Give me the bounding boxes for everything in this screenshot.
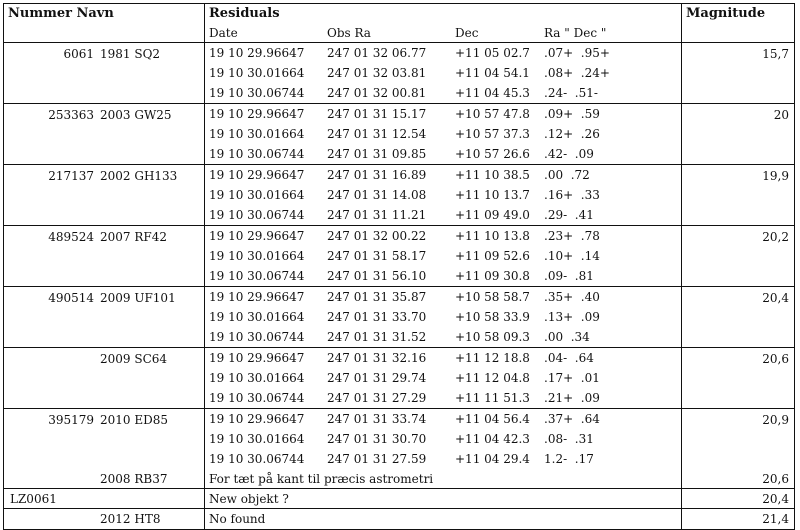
object-name-cell [4,104,205,164]
extra-object-number [10,472,100,488]
object-magnitude: 20,9 [762,413,789,427]
observation-row [205,348,681,368]
extra-object-row [4,489,794,509]
observation-row [205,449,681,469]
obs-ra: 247 01 31 56.10 [327,269,427,283]
observation-row [205,307,681,327]
obs-ra: 247 01 31 27.29 [327,391,427,405]
obs-residual: .24- .51- [544,86,598,100]
obs-dec: +11 09 52.6 [455,249,530,263]
obs-residual: .29- .41 [544,208,594,222]
date-column-label: Date [209,26,238,40]
obs-date: 19 10 30.01664 [209,310,305,324]
obs-date: 19 10 30.01664 [209,371,305,385]
extra-object-number [10,512,100,529]
object-residuals-cell [205,165,682,225]
extra-object-row [4,469,794,489]
observation-row [205,429,681,449]
object-row [4,165,794,226]
object-residuals-cell [205,226,682,286]
observation-row [205,63,681,83]
obs-dec: +10 58 09.3 [455,330,530,344]
residuals-header [205,4,682,42]
obs-date: 19 10 30.01664 [209,432,305,446]
obs-dec: +11 10 13.8 [455,229,530,243]
obs-date: 19 10 30.01664 [209,66,305,80]
object-name-cell [4,43,205,103]
obs-residual: .37+ .64 [544,412,600,426]
observation-row [205,388,681,408]
object-name-cell [4,409,205,469]
obs-date: 19 10 30.06744 [209,86,305,100]
obs-ra: 247 01 31 12.54 [327,127,427,141]
obs-dec: +11 04 56.4 [455,412,530,426]
object-number: 489524 [48,230,94,244]
obs-residual: .00 .72 [544,168,590,182]
observation-row [205,266,681,286]
obs-ra: 247 01 31 33.70 [327,310,427,324]
obs-ra: 247 01 31 31.52 [327,330,427,344]
obs-ra: 247 01 31 09.85 [327,147,427,161]
obs-dec: +11 12 04.8 [455,371,530,385]
observation-row [205,368,681,388]
obs-dec: +11 04 42.3 [455,432,530,446]
obs-dec: +11 11 51.3 [455,391,530,405]
obs-residual: .09- .81 [544,269,594,283]
object-number: 253363 [48,108,94,122]
observation-row [205,246,681,266]
obs-date: 19 10 30.01664 [209,127,305,141]
obs-date: 19 10 29.96647 [209,229,305,243]
obs-dec: +11 12 18.8 [455,351,530,365]
obs-residual: .10+ .14 [544,249,600,263]
extras-container [4,469,794,529]
obs-ra: 247 01 31 14.08 [327,188,427,202]
obs-residual: .42- .09 [544,147,594,161]
residuals-subheader [209,26,677,40]
obs-date: 19 10 30.06744 [209,147,305,161]
object-magnitude: 20,4 [762,291,789,305]
object-designation: 1981 SQ2 [100,47,161,61]
nummer-navn-title: Nummer Navn [8,6,114,21]
residual-column-label: Ra " Dec " [544,26,607,40]
obs-date: 19 10 30.06744 [209,391,305,405]
object-row [4,409,794,469]
extra-residual-text: New objekt ? [205,489,682,508]
object-designation: 2002 GH133 [100,169,178,183]
obs-date: 19 10 29.96647 [209,168,305,182]
obs-dec: +11 05 02.7 [455,46,530,60]
observation-row [205,104,681,124]
object-magnitude: 20 [773,108,789,122]
obs-ra: 247 01 31 11.21 [327,208,427,222]
magnitude-header [682,4,794,42]
obs-date: 19 10 30.01664 [209,249,305,263]
extra-object-row [4,509,794,529]
object-magnitude: 20,2 [762,230,789,244]
obs-ra: 247 01 31 27.59 [327,452,427,466]
obs-dec: +11 09 49.0 [455,208,530,222]
object-row [4,104,794,165]
obs-residual: .16+ .33 [544,188,600,202]
extra-object-designation [10,507,100,508]
object-row [4,287,794,348]
obs-ra: 247 01 32 00.22 [327,229,427,243]
nummer-navn-header [4,4,205,42]
obs-ra-column-label: Obs Ra [327,26,371,40]
extra-residual-text: For tæt på kant til præcis astrometri [205,469,682,488]
obs-dec: +10 57 26.6 [455,147,530,161]
obs-dec: +11 04 29.4 [455,452,530,466]
object-row [4,43,794,104]
observation-row [205,287,681,307]
object-designation: 2003 GW25 [100,108,172,122]
obs-residual: .00 .34 [544,330,590,344]
obs-dec: +10 58 58.7 [455,290,530,304]
obs-ra: 247 01 31 32.16 [327,351,427,365]
object-row [4,348,794,409]
object-residuals-cell [205,348,682,408]
object-number: 217137 [48,169,94,183]
obs-residual: .17+ .01 [544,371,600,385]
obs-residual: .35+ .40 [544,290,600,304]
object-number: 6061 [63,47,94,61]
object-name-cell [4,348,205,408]
obs-dec: +10 58 33.9 [455,310,530,324]
extra-magnitude: 20,4 [762,492,789,506]
obs-residual: .12+ .26 [544,127,600,141]
object-residuals-cell [205,43,682,103]
observation-row [205,144,681,164]
obs-ra: 247 01 32 06.77 [327,46,427,60]
obs-ra: 247 01 31 15.17 [327,107,427,121]
obs-date: 19 10 30.06744 [209,330,305,344]
residuals-table [3,3,795,530]
object-designation: 2009 UF101 [100,291,176,305]
obs-date: 19 10 29.96647 [209,46,305,60]
object-designation: 2010 ED85 [100,413,169,427]
object-number: 395179 [48,413,94,427]
observation-row [205,165,681,185]
obs-date: 19 10 30.06744 [209,269,305,283]
object-magnitude: 19,9 [762,169,789,183]
obs-date: 19 10 29.96647 [209,412,305,426]
extra-name-cell [4,509,205,529]
obs-residual: .08+ .24+ [544,66,610,80]
observation-row [205,43,681,63]
obs-residual: .21+ .09 [544,391,600,405]
obs-ra: 247 01 31 33.74 [327,412,427,426]
magnitude-title: Magnitude [686,6,766,21]
object-residuals-cell [205,104,682,164]
observation-row [205,409,681,429]
extra-object-designation: 2008 RB37 [100,472,168,486]
residuals-title: Residuals [209,6,280,21]
obs-residual: .07+ .95+ [544,46,610,60]
obs-dec: +11 09 30.8 [455,269,530,283]
obs-date: 19 10 30.06744 [209,452,305,466]
obs-dec: +11 04 54.1 [455,66,530,80]
object-magnitude: 20,6 [762,352,789,366]
object-magnitude: 15,7 [762,47,789,61]
object-row [4,226,794,287]
obs-dec: +11 10 38.5 [455,168,530,182]
obs-residual: .09+ .59 [544,107,600,121]
extra-object-number: LZ0061 [10,492,57,506]
extra-magnitude: 20,6 [762,472,789,486]
obs-ra: 247 01 32 03.81 [327,66,427,80]
obs-date: 19 10 29.96647 [209,351,305,365]
extra-residual-text: No found [205,509,682,529]
obs-residual: .08- .31 [544,432,594,446]
observation-row [205,124,681,144]
object-number: 490514 [48,291,94,305]
obs-residual: .13+ .09 [544,310,600,324]
obs-dec: +10 57 37.3 [455,127,530,141]
object-designation: 2009 SC64 [100,352,168,366]
obs-ra: 247 01 31 29.74 [327,371,427,385]
object-residuals-cell [205,409,682,469]
object-residuals-cell [205,287,682,347]
obs-ra: 247 01 31 30.70 [327,432,427,446]
obs-dec: +11 04 45.3 [455,86,530,100]
obs-date: 19 10 29.96647 [209,107,305,121]
extra-object-designation: 2012 HT8 [100,512,161,526]
dec-column-label: Dec [455,26,479,40]
object-name-cell [4,165,205,225]
observation-row [205,83,681,103]
table-header [4,4,794,43]
obs-ra: 247 01 31 58.17 [327,249,427,263]
observation-row [205,226,681,246]
obs-residual: .23+ .78 [544,229,600,243]
observation-row [205,185,681,205]
obs-residual: .04- .64 [544,351,594,365]
obs-dec: +10 57 47.8 [455,107,530,121]
observation-row [205,205,681,225]
obs-date: 19 10 30.06744 [209,208,305,222]
observation-row [205,327,681,347]
obs-ra: 247 01 31 16.89 [327,168,427,182]
object-designation: 2007 RF42 [100,230,167,244]
object-name-cell [4,287,205,347]
extra-name-cell [4,489,205,508]
obs-residual: 1.2- .17 [544,452,594,466]
obs-dec: +11 10 13.7 [455,188,530,202]
extra-magnitude: 21,4 [762,512,789,526]
obs-ra: 247 01 31 35.87 [327,290,427,304]
obs-ra: 247 01 32 00.81 [327,86,427,100]
object-name-cell [4,226,205,286]
extra-name-cell [4,469,205,488]
objects-container [4,43,794,469]
obs-date: 19 10 30.01664 [209,188,305,202]
obs-date: 19 10 29.96647 [209,290,305,304]
